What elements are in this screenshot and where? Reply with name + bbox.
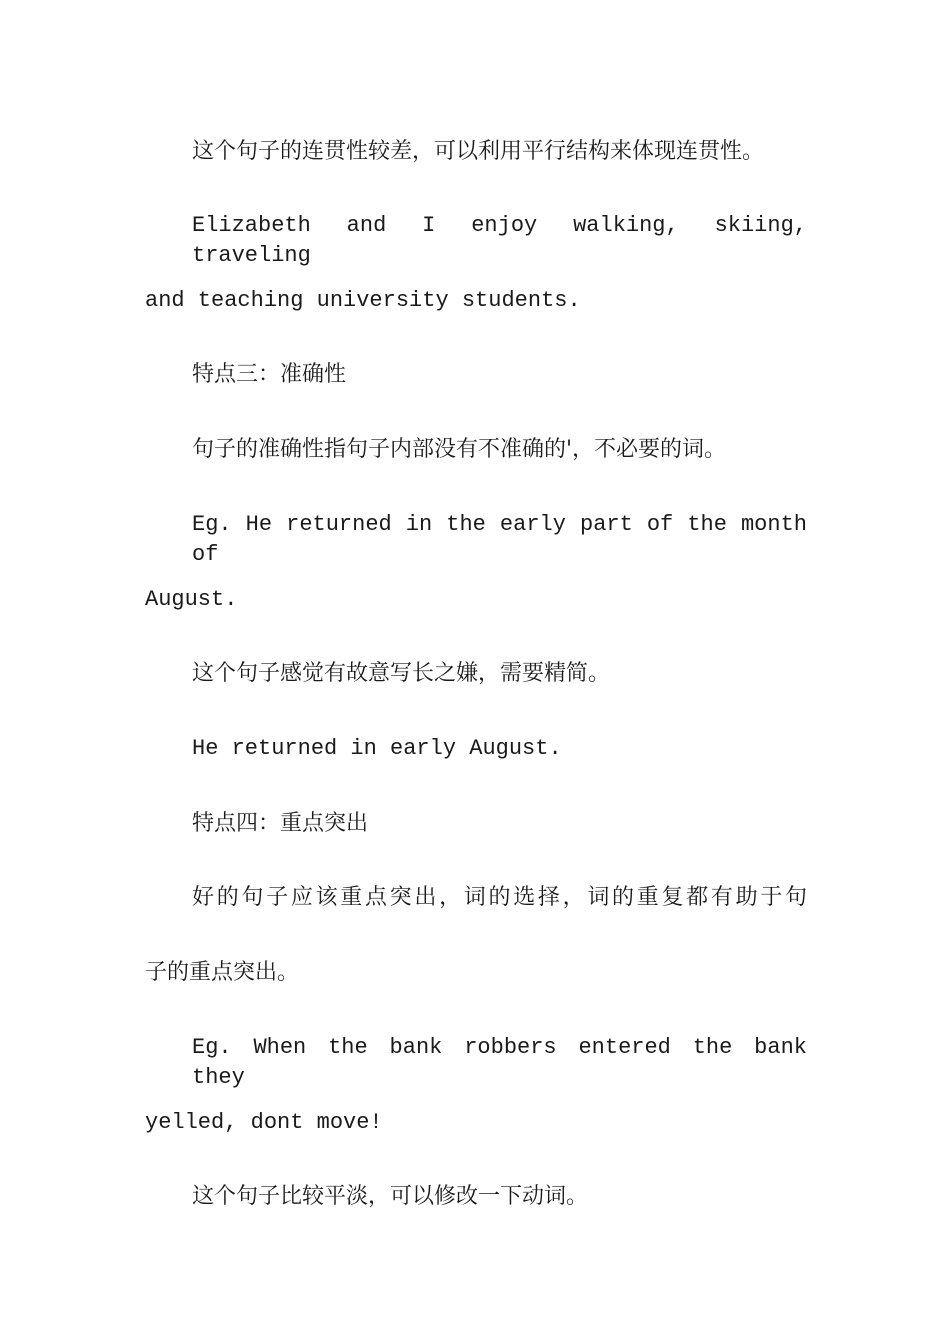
paragraph-coherence-note: 这个句子的连贯性较差，可以利用平行结构来体现连贯性。 bbox=[192, 139, 765, 164]
paragraph-accuracy-definition: 句子的准确性指句子内部没有不准确的'，不必要的词。 bbox=[192, 437, 727, 462]
paragraph-emphasis-note: 这个句子比较平淡，可以修改一下动词。 bbox=[192, 1184, 589, 1209]
paragraph-accuracy-note: 这个句子感觉有故意写长之嫌，需要精简。 bbox=[192, 661, 611, 686]
example-accuracy-line-2: August. bbox=[145, 587, 238, 612]
example-accuracy-revised: He returned in early August. bbox=[192, 736, 562, 761]
example-parallel-line-1: Elizabeth and I enjoy walking, skiing, traveling bbox=[192, 213, 807, 268]
paragraph-emphasis-line-2: 子的重点突出。 bbox=[145, 960, 300, 985]
heading-emphasis: 特点四：重点突出 bbox=[192, 811, 369, 836]
heading-accuracy: 特点三：准确性 bbox=[192, 362, 347, 387]
paragraph-emphasis-line-1: 好的句子应该重点突出，词的选择，词的重复都有助于句 bbox=[192, 885, 807, 910]
example-parallel-line-2: and teaching university students. bbox=[145, 288, 581, 313]
example-emphasis-line-1: Eg. When the bank robbers entered the bank they bbox=[192, 1035, 807, 1090]
example-emphasis-line-2: yelled, dont move! bbox=[145, 1110, 383, 1135]
example-accuracy-line-1: Eg. He returned in the early part of the month of bbox=[192, 512, 807, 567]
